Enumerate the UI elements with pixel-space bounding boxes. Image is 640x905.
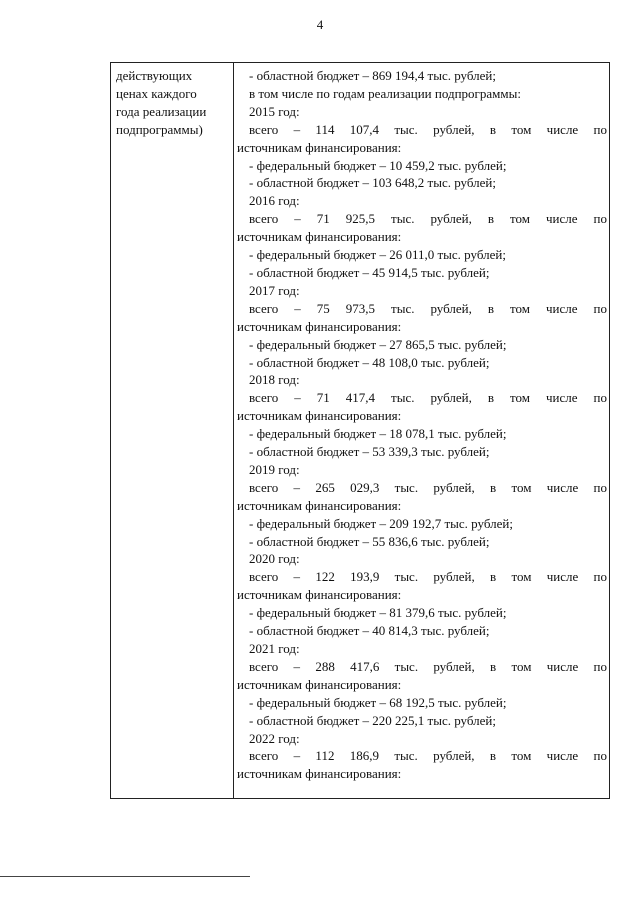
text-line: - областной бюджет – 220 225,1 тыс. рублей;: [249, 712, 496, 728]
text-line: - областной бюджет – 53 339,3 тыс. рублей;: [249, 444, 490, 460]
text-line: источникам финансирования:: [237, 587, 402, 603]
label-line: ценах каждого: [116, 85, 197, 101]
text-line: - областной бюджет – 45 914,5 тыс. рублей;: [249, 264, 490, 280]
page-number: 4: [316, 17, 324, 32]
text-line: источникам финансирования:: [237, 676, 402, 692]
label-line: года реализации: [116, 103, 207, 119]
text-line: - областной бюджет – 55 836,6 тыс. рублей;: [249, 533, 490, 549]
text-line: всего – 75 973,5 тыс. рублей, в том числе по: [249, 300, 607, 316]
text-line: источникам финансирования:: [237, 229, 402, 245]
text-line: источникам финансирования:: [237, 766, 402, 782]
text-line: - федеральный бюджет – 81 379,6 тыс. рублей;: [249, 605, 507, 621]
text-line: - федеральный бюджет – 209 192,7 тыс. рублей;: [249, 515, 513, 531]
text-line: всего – 122 193,9 тыс. рублей, в том числе по: [249, 569, 607, 585]
text-line: - федеральный бюджет – 68 192,5 тыс. рублей;: [249, 694, 507, 710]
text-line: всего – 71 925,5 тыс. рублей, в том числе по: [249, 211, 607, 227]
text-line: источникам финансирования:: [237, 318, 402, 334]
text-line: источникам финансирования:: [237, 139, 402, 155]
footnote-rule: [0, 876, 250, 877]
text-line: всего – 265 029,3 тыс. рублей, в том числе по: [249, 479, 607, 495]
text-line: - федеральный бюджет – 18 078,1 тыс. рублей;: [249, 426, 507, 442]
text-line: источникам финансирования:: [237, 408, 402, 424]
column-divider: [233, 63, 234, 798]
label-cell: [116, 67, 230, 139]
text-line: - федеральный бюджет – 26 011,0 тыс. рублей;: [249, 247, 506, 263]
text-line: - федеральный бюджет – 27 865,5 тыс. рублей;: [249, 336, 507, 352]
text-line: 2019 год:: [249, 461, 300, 477]
text-line: в том числе по годам реализации подпрограммы:: [249, 85, 521, 101]
label-line: подпрограммы): [116, 121, 203, 137]
financing-table: [110, 62, 610, 799]
text-line: 2018 год:: [249, 372, 300, 388]
label-line: действующих: [116, 68, 193, 83]
text-line: всего – 288 417,6 тыс. рублей, в том числе по: [249, 658, 607, 674]
text-line: источникам финансирования:: [237, 497, 402, 513]
text-line: - областной бюджет – 103 648,2 тыс. рублей;: [249, 175, 496, 191]
text-line: всего – 71 417,4 тыс. рублей, в том числе по: [249, 390, 607, 406]
text-line: - областной бюджет – 869 194,4 тыс. рублей;: [249, 68, 496, 83]
financing-details-cell: [237, 67, 607, 783]
text-line: - областной бюджет – 48 108,0 тыс. рублей;: [249, 354, 490, 370]
text-line: 2016 год:: [249, 193, 300, 209]
text-line: - федеральный бюджет – 10 459,2 тыс. рублей;: [249, 157, 507, 173]
text-line: 2015 год:: [249, 103, 300, 119]
text-line: - областной бюджет – 40 814,3 тыс. рублей;: [249, 623, 490, 639]
text-line: всего – 114 107,4 тыс. рублей, в том числе по: [249, 121, 607, 137]
text-line: 2021 год:: [249, 641, 300, 656]
text-line: 2017 год:: [249, 282, 300, 298]
text-line: всего – 112 186,9 тыс. рублей, в том числе по: [249, 748, 607, 764]
text-line: 2022 год:: [249, 730, 300, 746]
text-line: 2020 год:: [249, 551, 300, 567]
